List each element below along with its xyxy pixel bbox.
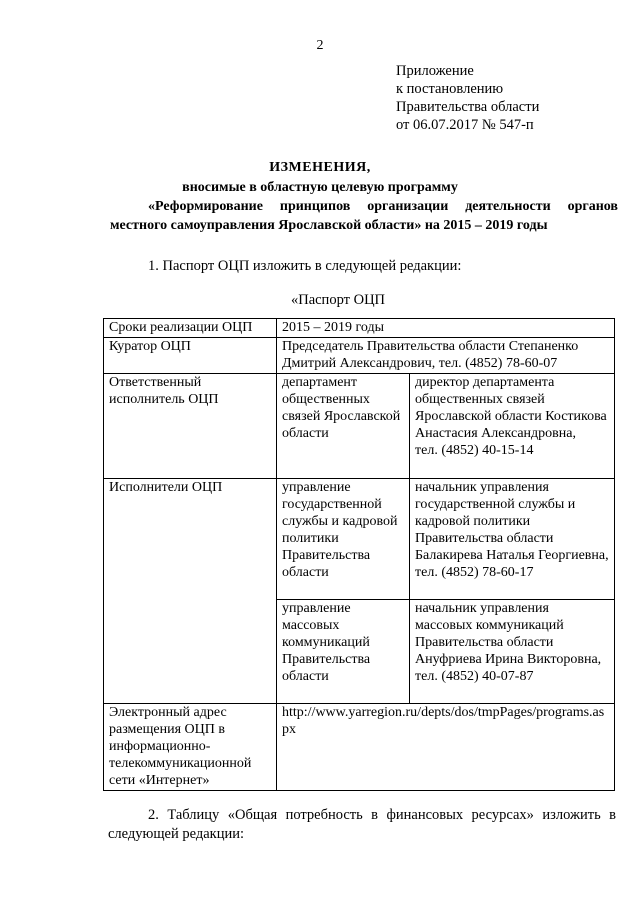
curator-label: Куратор ОЦП [104,338,277,374]
executor-1-person-cell [410,479,615,600]
program-name-line-1: «Реформирование принципов организации деятельности органов [148,199,618,214]
paragraph-2-line-2: следующей редакции: [108,826,245,842]
executor-2-org: управление массовых коммуникаций Правительства области [277,600,410,704]
paragraph-2 [108,806,616,844]
responsible-person-cell [410,374,615,479]
appendix-block [396,62,539,134]
appendix-line: Правительства области [396,99,540,115]
document-subtitle: вносимые в областную целевую программу [182,180,458,195]
table-row [104,374,615,479]
address-value: http://www.yarregion.ru/depts/dos/tmpPages/programs.aspx [277,704,615,791]
address-label: Электронный адрес размещения ОЦП в информационно-телекоммуникационной сети «Интернет» [104,704,277,791]
paragraph-1: 1. Паспорт ОЦП изложить в следующей редакции: [148,258,462,274]
executors-label: Исполнители ОЦП [104,479,277,704]
executor-2-person: начальник управления массовых коммуникаций Правительства области Ануфриева Ирина Викторовна, [415,601,602,667]
document-title: ИЗМЕНЕНИЯ, [269,160,371,175]
table-row [104,479,615,600]
program-name-line-2: местного самоуправления Ярославской области» на 2015 – 2019 годы [110,218,548,233]
table-row [104,704,615,791]
table-row [104,319,615,338]
paragraph-2-line-1: 2. Таблицу «Общая потребность в финансовых ресурсах» изложить в [148,807,616,823]
terms-label: Сроки реализации ОЦП [104,319,277,338]
responsible-person: директор департамента общественных связей Ярославской области Костикова Анастасия Александровна, [415,375,607,441]
appendix-line: от 06.07.2017 № 547-п [396,117,534,133]
table-row [104,338,615,374]
responsible-label: Ответственный исполнитель ОЦП [104,374,277,479]
responsible-phone: тел. (4852) 40-15-14 [415,443,534,458]
responsible-org: департамент общественных связей Ярославской области [277,374,410,479]
executor-1-org: управление государственной службы и кадровой политики Правительства области [277,479,410,600]
page-number: 2 [316,38,324,53]
passport-title: «Паспорт ОЦП [290,292,386,308]
executor-1-person: начальник управления государственной службы и кадровой политики Правительства области Балакирева Наталья Георгиевна, [415,480,609,563]
appendix-line: к постановлению [396,81,504,97]
executor-2-phone: тел. (4852) 40-07-87 [415,669,534,684]
terms-value: 2015 – 2019 годы [277,319,615,338]
passport-table [103,318,615,791]
curator-value: Председатель Правительства области Степаненко Дмитрий Александрович, тел. (4852) 78-60-07 [277,338,615,374]
executor-2-person-cell [410,600,615,704]
appendix-line: Приложение [396,63,474,79]
executor-1-phone: тел. (4852) 78-60-17 [415,565,534,580]
